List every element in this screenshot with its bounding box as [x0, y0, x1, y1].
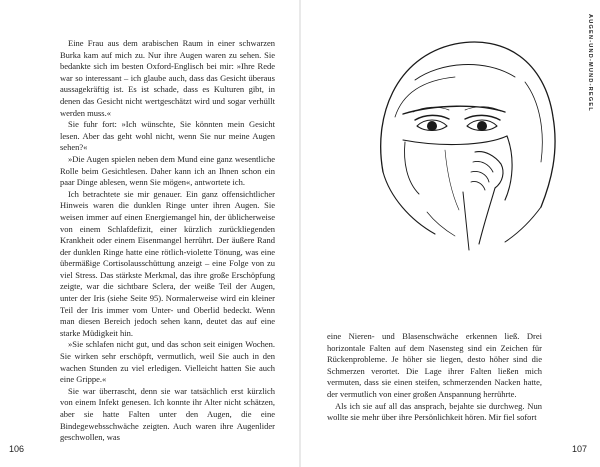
paragraph: eine Nieren- und Blasenschwäche erkennen ließ. Drei horizontale Falten auf dem Nasensteg sind ein Zeichen für Rückenprobleme. Je höher sie liegen, desto höher sind die Schmerzen verortet. Die Lage ihrer Falten ließen mich vermuten, dass sie einen steifen, schmerzenden Nacken hatte, der vermutlich von einer großen Anspannung herrührte.: [327, 331, 542, 399]
paragraph: Sie war überrascht, denn sie war tatsächlich erst kürzlich von einem Infekt genesen. Ich konnte ihr Alter nicht schätzen, aber sie hatte Falten unter den Augen, die eine Bindegewebsschwäche zeigten. Auch waren ihre Augenlider geschwollen, was: [60, 385, 275, 443]
paragraph: Sie fuhr fort: »Ich wünschte, Sie könnten mein Gesicht lesen. Aber das geht wohl nicht, wenn Sie nur meine Augen sehen?«: [60, 119, 275, 153]
paragraph: »Die Augen spielen neben dem Mund eine ganz wesentliche Rolle beim Gesichtlesen. Daher kann ich an Ihnen schon ein paar Dinge ablesen, wenn Sie mögen«, antwortete ich.: [60, 153, 275, 188]
paragraph: »Sie schlafen nicht gut, und das schon seit einigen Wochen. Sie wirken sehr erschöpft, vermutlich, weil Sie auch in den wachen Stunden zu viel erledigen. Vielleicht hatten Sie auch eine Grippe.«: [60, 339, 275, 385]
paragraph: Ich betrachtete sie mir genauer. Ein ganz offensichtlicher Hinweis waren die dunklen Ringe unter ihren Augen. Sie weisen immer auf einen Energiemangel hin, der üblicherweise von einem Schlafdefizit, einer kürzlich zurückliegenden Krankheit oder einem Eisenmangel herrührt. Der äußere Rand der dunklen Ringe hatte eine rötlich-violette Tönung, was eine übermäßige Cortisolausschüttung anzeigt – eine Folge von zu viel Stress. Das stärkste Merkmal, das ihre große Erschöpfung zeigte, war die sichtbare Sclera, der weiße Teil der Augen, unter der Iris (siehe Seite 95). Normalerweise wird ein kleiner Teil der Iris immer vom Unter- und Oberlid bedeckt. Wenn man diesen Bereich jedoch sehen kann, deutet das auf eine starke Müdigkeit hin.: [60, 188, 275, 338]
running-head: AUGEN-UND-MUND-REGEL: [587, 14, 593, 112]
left-page-body: [60, 38, 275, 444]
right-page-body: [327, 331, 542, 424]
paragraph: Eine Frau aus dem arabischen Raum in einer schwarzen Burka kam auf mich zu. Nur ihre Augen waren zu sehen. Sie bedankte sich im besten Oxford-Englisch bei mir: »Ihre Rede war so interessant – ich glaube auch, dass das Gesicht überaus aussagekräftig ist. Es ist schade, dass es Kulturen gibt, in denen das Gesicht nicht wertgeschätzt wird und sogar verhüllt werden muss.«: [60, 38, 275, 118]
page-number-right: 107: [572, 444, 588, 454]
veiled-woman-illustration: [355, 22, 575, 262]
page-number-left: 106: [9, 444, 25, 454]
paragraph: Als ich sie auf all das ansprach, bejahte sie durchweg. Nun wollte sie mehr über ihre Persönlichkeit hören. Mir fiel sofort: [327, 400, 542, 423]
